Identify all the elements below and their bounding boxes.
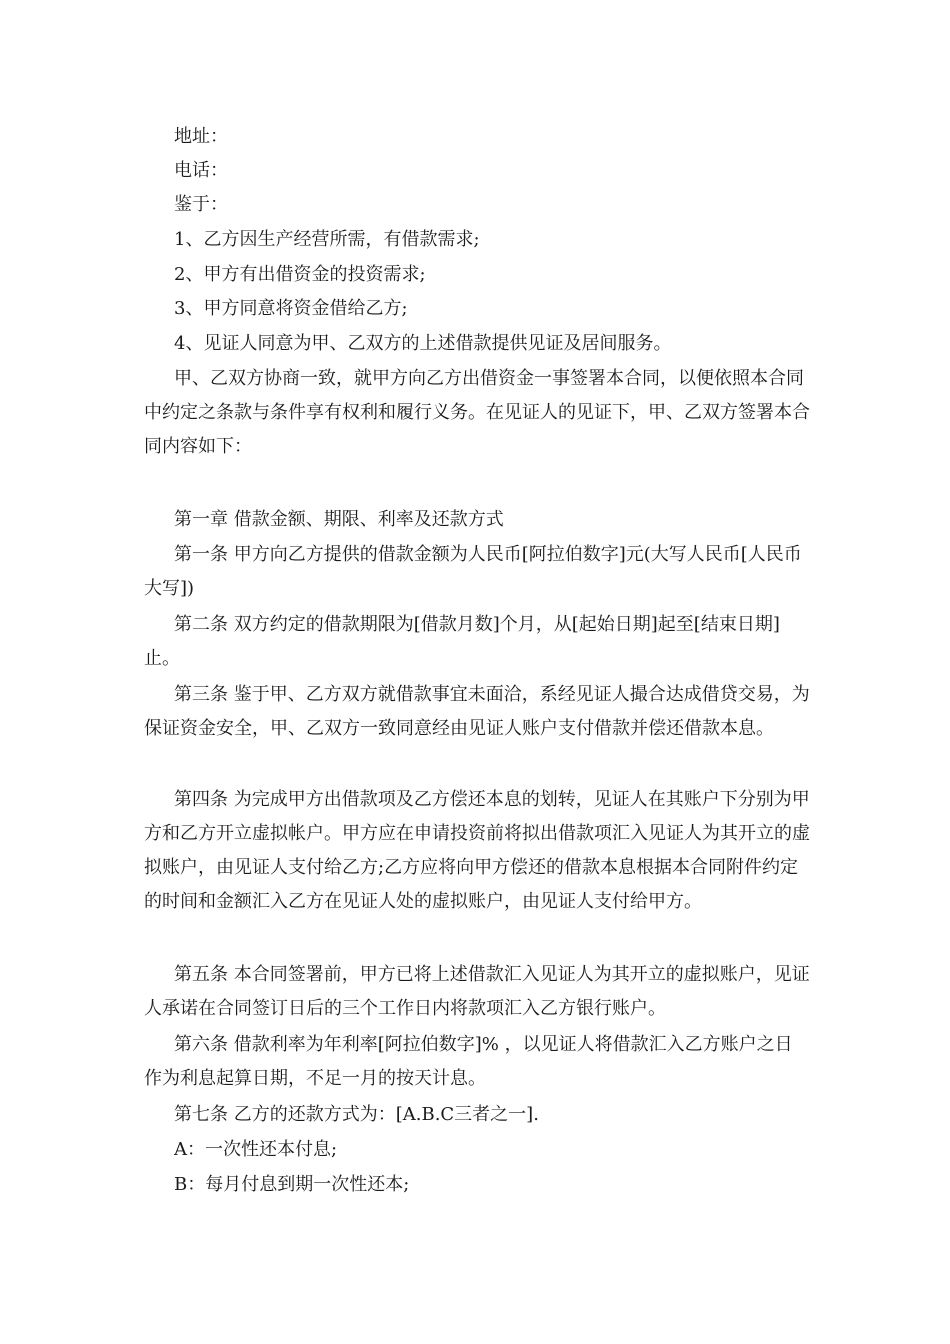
article-5: 第五条 本合同签署前，甲方已将上述借款汇入见证人为其开立的虚拟账户，见证人承诺在合同签订日后的三个工作日内将款项汇入乙方银行账户。 [144,964,810,1019]
repayment-option-b: B：每月付息到期一次性还本; [174,1174,410,1195]
chapter1-title: 第一章 借款金额、期限、利率及还款方式 [174,509,504,530]
whereas-item-3: 3、甲方同意将资金借给乙方; [174,298,408,319]
whereas-item-2: 2、甲方有出借资金的投资需求; [174,264,426,285]
article-4: 第四条 为完成甲方出借款项及乙方偿还本息的划转，见证人在其账户下分别为甲方和乙方开立虚拟帐户。甲方应在申请投资前将拟出借款项汇入见证人为其开立的虚拟账户，由见证人支付给乙方;乙方应将向甲方偿还的借款本息根据本合同附件约定的时间和金额汇入乙方在见证人处的虚拟账户，由见证人支付给甲方。 [144,789,810,912]
article-3: 第三条 鉴于甲、乙方双方就借款事宜未面洽，系经见证人撮合达成借贷交易，为保证资金安全，甲、乙双方一致同意经由见证人账户支付借款并偿还借款本息。 [144,684,810,739]
phone-field: 电话： [174,160,228,181]
article-1: 第一条 甲方向乙方提供的借款金额为人民币[阿拉伯数字]元(大写人民币[人民币大写]) [144,544,802,599]
address-field: 地址： [174,126,228,147]
article-7: 第七条 乙方的还款方式为：[A.B.C三者之一]. [174,1104,539,1125]
repayment-option-a: A：一次性还本付息; [174,1139,338,1160]
preamble-paragraph: 甲、乙双方协商一致，就甲方向乙方出借资金一事签署本合同，以便依照本合同中约定之条款与条件享有权利和履行义务。在见证人的见证下，甲、乙双方签署本合同内容如下： [144,368,810,457]
article-6: 第六条 借款利率为年利率[阿拉伯数字]% ，以见证人将借款汇入乙方账户之日作为利息起算日期，不足一月的按天计息。 [144,1034,793,1089]
whereas-title: 鉴于： [174,194,228,215]
whereas-item-4: 4、见证人同意为甲、乙双方的上述借款提供见证及居间服务。 [174,333,672,354]
whereas-item-1: 1、乙方因生产经营所需，有借款需求; [174,229,480,250]
article-2: 第二条 双方约定的借款期限为[借款月数]个月，从[起始日期]起至[结束日期]止。 [144,614,780,669]
